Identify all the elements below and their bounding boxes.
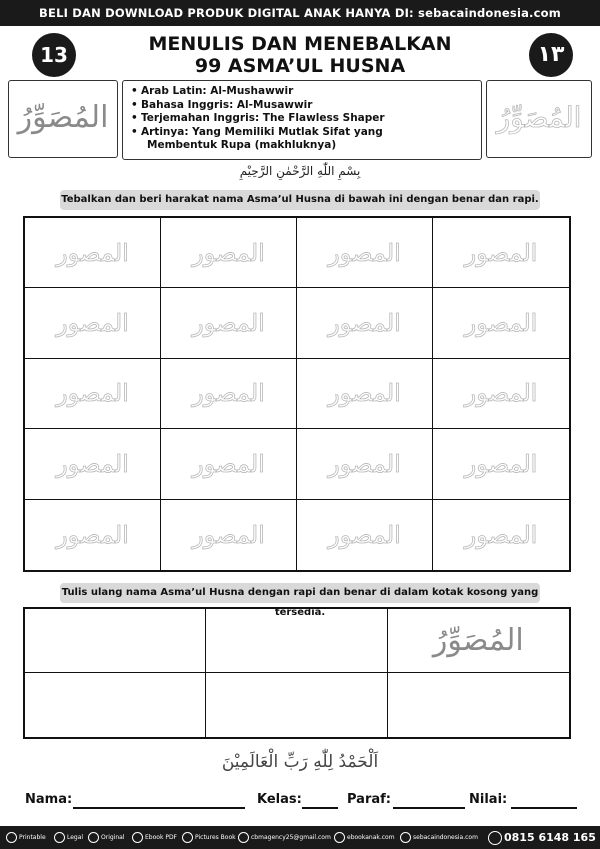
name-info-box bbox=[122, 80, 482, 160]
trace-cell[interactable]: المصور bbox=[161, 288, 297, 358]
trace-cell[interactable]: المصور bbox=[433, 359, 569, 429]
info-meaning-cont: Membentuk Rupa (makhluknya) bbox=[147, 139, 337, 151]
picture-book-icon bbox=[182, 832, 193, 843]
trace-cell[interactable]: المصور bbox=[25, 359, 161, 429]
trace-cell[interactable]: المصور bbox=[433, 288, 569, 358]
footer-legal: Legal bbox=[54, 826, 83, 849]
write-example-cell: المُصَوِّرُ bbox=[388, 609, 569, 673]
footer-printable: Printable bbox=[6, 826, 46, 849]
email-icon bbox=[238, 832, 249, 843]
info-english: • Bahasa Inggris: Al-Musawwir bbox=[131, 99, 473, 113]
trace-cell[interactable]: المصور bbox=[297, 359, 433, 429]
footer-site2: sebacaindonesia.com bbox=[400, 826, 478, 849]
trace-cell[interactable]: المصور bbox=[161, 429, 297, 499]
arabic-name-solid: المُصَوِّرُ bbox=[17, 100, 109, 135]
writing-grid bbox=[23, 607, 571, 739]
name-field[interactable] bbox=[25, 792, 72, 807]
write-cell[interactable] bbox=[25, 673, 206, 737]
promo-banner: BELI DAN DOWNLOAD PRODUK DIGITAL ANAK HANYA DI: sebacaindonesia.com bbox=[0, 0, 600, 26]
basmalah: بِسْمِ اللّٰهِ الرَّحْمٰنِ الرَّحِيْمِ bbox=[239, 164, 361, 178]
student-form bbox=[25, 792, 585, 814]
score-line[interactable] bbox=[511, 807, 577, 809]
write-cell[interactable] bbox=[388, 673, 569, 737]
class-label: Kelas: bbox=[257, 792, 302, 807]
globe-icon bbox=[400, 832, 411, 843]
whatsapp-icon bbox=[488, 831, 502, 845]
trace-cell[interactable]: المصور bbox=[161, 218, 297, 288]
page-title-line1: MENULIS DAN MENEBALKAN bbox=[148, 33, 452, 55]
class-line[interactable] bbox=[302, 807, 338, 809]
score-label: Nilai: bbox=[469, 792, 508, 807]
instruction-trace: Tebalkan dan beri harakat nama Asma’ul Husna di bawah ini dengan benar dan rapi. bbox=[60, 190, 540, 210]
trace-cell[interactable]: المصور bbox=[25, 429, 161, 499]
trace-cell[interactable]: المصور bbox=[297, 218, 433, 288]
trace-cell[interactable]: المصور bbox=[433, 218, 569, 288]
class-field[interactable] bbox=[257, 792, 302, 807]
ebook-icon bbox=[132, 832, 143, 843]
trace-cell[interactable]: المصور bbox=[464, 520, 538, 549]
info-latin: • Arab Latin: Al-Mushawwir bbox=[131, 85, 473, 99]
trace-cell[interactable]: المصور bbox=[433, 429, 569, 499]
initial-field[interactable] bbox=[347, 792, 391, 807]
footer-phone: 0815 6148 165 bbox=[488, 826, 596, 849]
page-title-line2: 99 ASMA’UL HUSNA bbox=[194, 55, 406, 77]
name-line[interactable] bbox=[73, 807, 245, 809]
initial-line[interactable] bbox=[393, 807, 465, 809]
footer-email: cbmagency25@gmail.com bbox=[238, 826, 331, 849]
footer-ebook: Ebook PDF bbox=[132, 826, 177, 849]
instruction-rewrite: Tulis ulang nama Asma’ul Husna dengan rapi dan benar di dalam kotak kosong yang tersedia. bbox=[60, 583, 540, 603]
arabic-name-box bbox=[8, 80, 118, 158]
arabic-trace-box bbox=[486, 80, 592, 158]
footer-pictures: Pictures Book bbox=[182, 826, 236, 849]
number-badge-arabic: ١٣ bbox=[529, 33, 573, 77]
number-badge-latin: 13 bbox=[32, 33, 76, 77]
trace-cell[interactable]: المصور bbox=[25, 288, 161, 358]
printer-icon bbox=[6, 832, 17, 843]
tracing-grid bbox=[23, 216, 571, 572]
trace-cell[interactable]: المصور bbox=[161, 500, 297, 570]
footer-site1: ebookanak.com bbox=[334, 826, 395, 849]
info-translation: • Terjemahan Inggris: The Flawless Shaper bbox=[131, 112, 473, 126]
write-cell[interactable] bbox=[25, 609, 206, 673]
footer-original: Original bbox=[88, 826, 124, 849]
trace-cell[interactable]: المصور bbox=[297, 429, 433, 499]
globe-icon bbox=[334, 832, 345, 843]
score-field[interactable] bbox=[469, 792, 507, 807]
trace-cell[interactable]: المصور bbox=[25, 500, 161, 570]
info-meaning: • Artinya: Yang Memiliki Mutlak Sifat yang bbox=[131, 126, 473, 140]
trademark-icon bbox=[54, 832, 65, 843]
badge-icon bbox=[88, 832, 99, 843]
trace-cell[interactable]: المصور bbox=[161, 359, 297, 429]
footer-bar bbox=[0, 826, 600, 849]
trace-cell[interactable]: المصور bbox=[297, 288, 433, 358]
name-label: Nama: bbox=[25, 792, 73, 807]
write-cell[interactable] bbox=[206, 609, 387, 673]
trace-cell[interactable]: المصور bbox=[25, 218, 161, 288]
initial-label: Paraf: bbox=[347, 792, 391, 807]
hamdalah: اَلْحَمْدُ لِلّٰهِ رَبِّ الْعَالَمِيْنَ bbox=[221, 752, 379, 772]
trace-cell[interactable]: المصور bbox=[297, 500, 433, 570]
arabic-name-dotted: المُصَوِّرُ bbox=[496, 101, 582, 134]
write-cell[interactable] bbox=[206, 673, 387, 737]
